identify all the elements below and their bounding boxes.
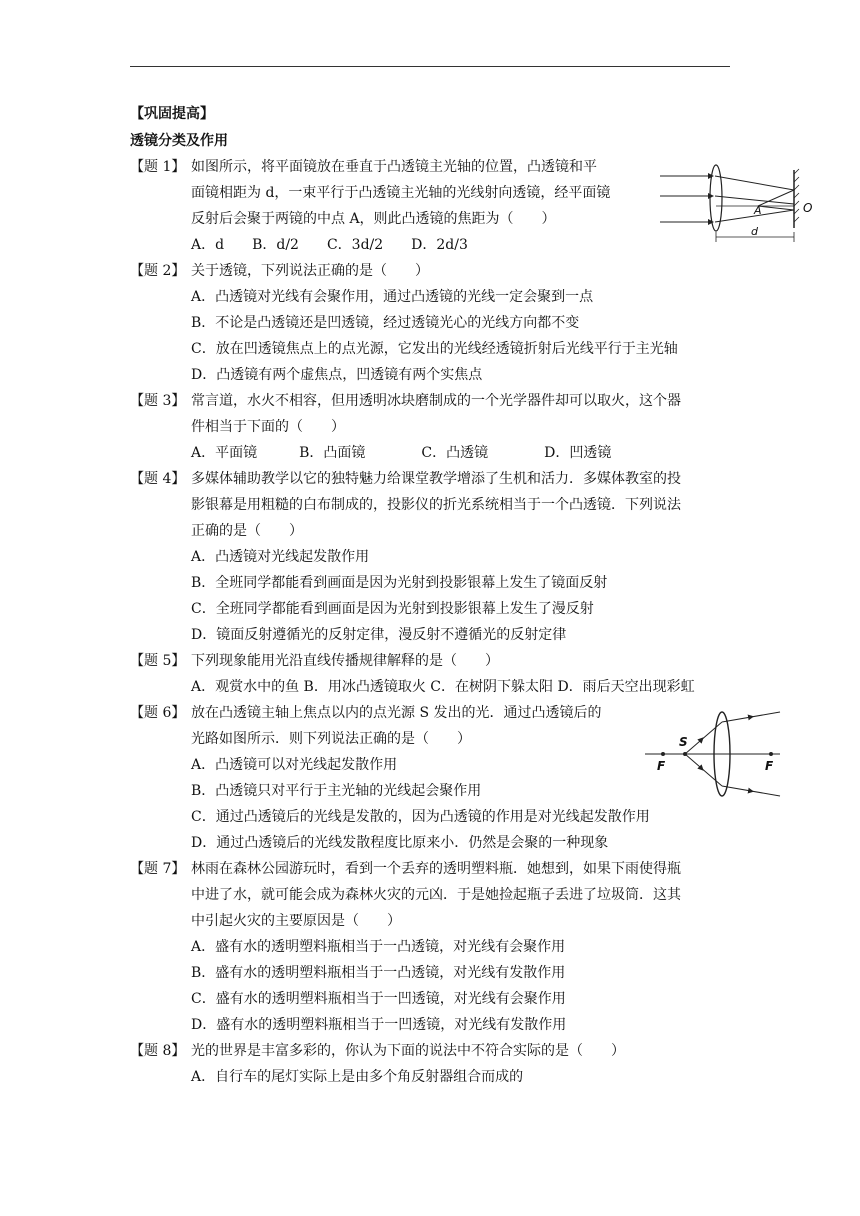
question-4-text: 影银幕是用粗糙的白布制成的，投影仪的折光系统相当于一个凸透镜．下列说法	[191, 497, 681, 513]
header-rule	[130, 66, 730, 67]
question-7-option: C．盛有水的透明塑料瓶相当于一凹透镜，对光线有会聚作用	[191, 991, 566, 1007]
question-6-text: 放在凸透镜主轴上焦点以内的点光源 S 发出的光．通过凸透镜后的	[191, 705, 602, 721]
question-4-option: B．全班同学都能看到画面是因为光射到投影银幕上发生了镜面反射	[191, 575, 608, 591]
question-8-label: 【题 8】	[130, 1043, 186, 1059]
question-2-option: C．放在凹透镜焦点上的点光源，它发出的光线经透镜折射后光线平行于主光轴	[191, 341, 678, 357]
question-8-option: A．自行车的尾灯实际上是由多个角反射器组合而成的	[191, 1069, 524, 1085]
question-2-option: D．凸透镜有两个虚焦点，凹透镜有两个实焦点	[191, 367, 483, 383]
question-2-label: 【题 2】	[130, 263, 186, 279]
question-7-option: B．盛有水的透明塑料瓶相当于一凸透镜，对光线有发散作用	[191, 965, 566, 981]
question-4-option: C．全班同学都能看到画面是因为光射到投影银幕上发生了漫反射	[191, 601, 594, 617]
subsection-title: 透镜分类及作用	[130, 133, 228, 149]
question-3-text: 件相当于下面的（ ）	[191, 419, 345, 435]
question-3-options: A．平面镜 B．凸面镜 C．凸透镜 D．凹透镜	[191, 445, 612, 461]
question-5-label: 【题 5】	[130, 653, 186, 669]
question-6-option: D．通过凸透镜后的光线发散程度比原来小．仍然是会聚的一种现象	[191, 835, 609, 851]
question-1-options: A．d B．d/2 C．3d/2 D．2d/3	[191, 237, 468, 253]
point-a-label: A	[754, 204, 762, 217]
question-1-text: 面镜相距为 d，一束平行于凸透镜主光轴的光线射向透镜，经平面镜	[191, 185, 611, 201]
question-7-label: 【题 7】	[130, 861, 186, 877]
incident-rays	[660, 176, 794, 222]
question-6-option: A．凸透镜可以对光线起发散作用	[191, 757, 398, 773]
focus-left-label: F	[657, 759, 666, 773]
lens-mirror-figure	[660, 160, 820, 250]
question-5-options: A．观赏水中的鱼 B．用冰凸透镜取火 C．在树阴下躲太阳 D．雨后天空出现彩虹	[191, 679, 695, 695]
question-1-text: 反射后会聚于两镜的中点 A，则此凸透镜的焦距为（ ）	[191, 211, 556, 227]
question-6-text: 光路如图所示．则下列说法正确的是（ ）	[191, 731, 471, 747]
point-source-lens-figure	[645, 708, 785, 798]
question-4-text: 多媒体辅助教学以它的独特魅力给课堂教学增添了生机和活力．多媒体教室的投	[191, 471, 681, 487]
convex-lens	[710, 165, 722, 231]
question-7-text: 林雨在森林公园游玩时，看到一个丢弃的透明塑料瓶．她想到，如果下雨使得瓶	[191, 861, 681, 877]
point-o-label: O	[803, 201, 813, 215]
distance-d-label: d	[751, 225, 758, 238]
focus-right-label: F	[765, 759, 774, 773]
question-4-option: A．凸透镜对光线起发散作用	[191, 549, 370, 565]
question-5-text: 下列现象能用光沿直线传播规律解释的是（ ）	[191, 653, 499, 669]
section-title: 【巩固提高】	[130, 106, 214, 122]
question-7-text: 中进了水，就可能会成为森林火灾的元凶．于是她捡起瓶子丢进了垃圾筒．这其	[191, 887, 681, 903]
question-3-text: 常言道，水火不相容，但用透明冰块磨制成的一个光学器件却可以取火，这个器	[191, 393, 681, 409]
question-6-option: C．通过凸透镜后的光线是发散的，因为凸透镜的作用是对光线起发散作用	[191, 809, 650, 825]
question-1-label: 【题 1】	[130, 159, 186, 175]
question-7-option: D．盛有水的透明塑料瓶相当于一凹透镜，对光线有发散作用	[191, 1017, 567, 1033]
question-1-text: 如图所示，将平面镜放在垂直于凸透镜主光轴的位置，凸透镜和平	[191, 159, 597, 175]
question-7-text: 中引起火灾的主要原因是（ ）	[191, 913, 401, 929]
question-7-option: A．盛有水的透明塑料瓶相当于一凸透镜，对光线有会聚作用	[191, 939, 566, 955]
question-6-option: B．凸透镜只对平行于主光轴的光线起会聚作用	[191, 783, 482, 799]
question-8-text: 光的世界是丰富多彩的，你认为下面的说法中不符合实际的是（ ）	[191, 1043, 625, 1059]
question-4-label: 【题 4】	[130, 471, 186, 487]
question-4-text: 正确的是（ ）	[191, 523, 303, 539]
source-s-label: S	[679, 735, 688, 749]
question-6-label: 【题 6】	[130, 705, 186, 721]
question-2-option: B．不论是凸透镜还是凹透镜，经过透镜光心的光线方向都不变	[191, 315, 580, 331]
question-2-option: A．凸透镜对光线有会聚作用，通过凸透镜的光线一定会聚到一点	[191, 289, 594, 305]
question-2-text: 关于透镜，下列说法正确的是（ ）	[191, 263, 429, 279]
question-3-label: 【题 3】	[130, 393, 186, 409]
question-4-option: D．镜面反射遵循光的反射定律，漫反射不遵循光的反射定律	[191, 627, 567, 643]
